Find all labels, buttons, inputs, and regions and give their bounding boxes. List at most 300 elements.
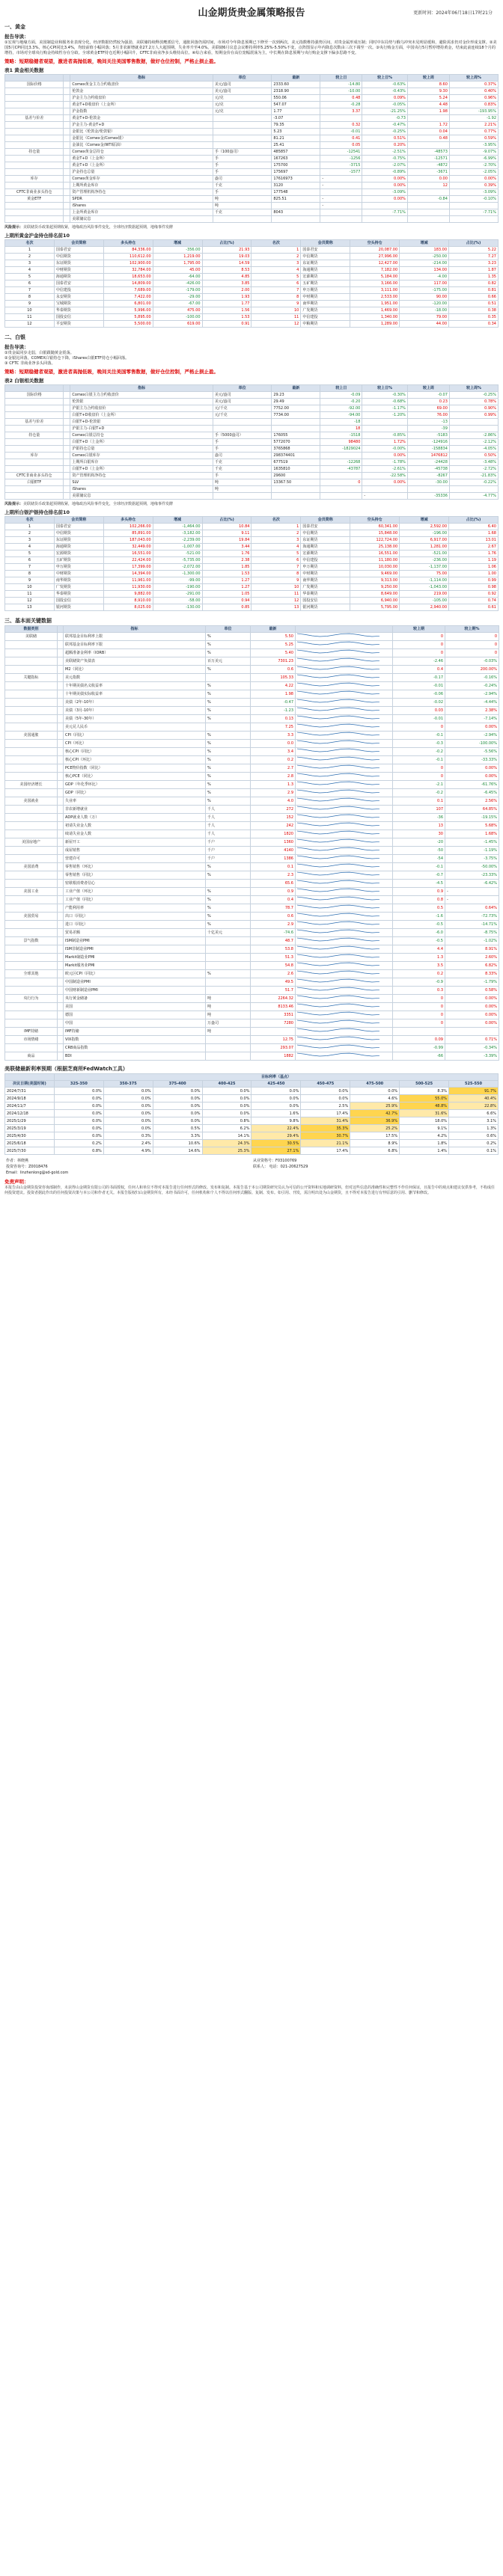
- fedwatch-cell: 2.4%: [103, 1140, 153, 1147]
- macro-cell: 3.3: [251, 732, 296, 740]
- gold-cell: [213, 135, 271, 142]
- gold-rank-cell: 117.00: [400, 280, 449, 287]
- gold-section-title: 一、黄金: [4, 24, 25, 30]
- silver-col-8: 较上周%: [449, 385, 498, 392]
- silver-rank-cell: -236.00: [400, 557, 449, 564]
- silver-cell: 3765868: [272, 446, 320, 453]
- macro-cell: [296, 649, 393, 657]
- macro-cell: [296, 1044, 393, 1052]
- gold-cell: 资产管理机构净持仓: [70, 189, 213, 196]
- gold-cell: 5.23: [272, 129, 320, 135]
- silver-cell: [64, 479, 70, 486]
- silver-cell: -0.85%: [362, 432, 408, 439]
- table-row: [5, 748, 499, 756]
- gold-cell: 金银比（Comex金/Comex银）: [70, 135, 213, 142]
- macro-cell: 央行黄金储备: [64, 995, 206, 1003]
- macro-cell: [296, 633, 393, 641]
- macro-cell: 市场情绪: [5, 1036, 58, 1044]
- macro-cell: [296, 732, 393, 740]
- macro-cell: [5, 896, 58, 904]
- gold-rank-cell: 6,801.00: [103, 301, 153, 307]
- table-row: [5, 280, 499, 287]
- macro-cell: -0.01: [393, 715, 445, 723]
- gold-rank-cell: 0.34: [449, 321, 499, 328]
- gold-rank-cell: 国泰君安: [54, 247, 103, 254]
- table-row: [5, 473, 499, 479]
- gold-cell: [5, 102, 64, 108]
- table-row: [5, 115, 499, 122]
- gold-rank-cell: 10: [252, 307, 301, 314]
- silver-rank-cell: 0.85: [202, 604, 252, 611]
- macro-cell: [58, 682, 64, 690]
- gold-cell: [5, 169, 64, 176]
- gold-cell: 手: [213, 156, 271, 162]
- silver-cell: [272, 493, 320, 500]
- silver-rank-col-3: 增减: [153, 517, 202, 524]
- silver-rank-cell: 1.53: [202, 571, 252, 577]
- table-row: [5, 1117, 499, 1125]
- macro-cell: 中国财新制造业PMI: [64, 987, 206, 995]
- macro-cell: 2.8: [251, 773, 296, 781]
- silver-rank-cell: -521.00: [153, 551, 202, 557]
- fedwatch-cell: 0.0%: [103, 1117, 153, 1125]
- silver-rank-col-6: 会员简称: [301, 517, 350, 524]
- gold-cell: [64, 102, 70, 108]
- macro-cell: 4.4: [393, 945, 445, 954]
- silver-rank-title: 上期所白银沪银持仓排名前10: [4, 509, 70, 515]
- fedwatch-cell: 0.0%: [54, 1103, 103, 1110]
- table-row: [5, 773, 499, 781]
- table-row: [5, 822, 499, 830]
- macro-cell: -19.15%: [445, 814, 499, 822]
- macro-cell: 美国经济增长: [5, 781, 58, 789]
- silver-cell: -45738: [407, 466, 449, 473]
- silver-cell: Comex白银库存: [70, 453, 213, 459]
- gold-cell: 千克: [213, 183, 271, 189]
- gold-cell: [64, 196, 70, 203]
- fed-col-4: 400-425: [202, 1081, 252, 1088]
- macro-cell: 美国: [64, 1003, 206, 1011]
- gold-cell: CFTC非商业多头持仓: [5, 189, 64, 196]
- macro-cell: [296, 847, 393, 855]
- gold-cell: 1.98: [407, 108, 449, 115]
- gold-cell: 0.00%: [362, 196, 408, 203]
- silver-cell: -92.00: [320, 405, 362, 412]
- silver-cell: -1518: [320, 432, 362, 439]
- gold-cell: 3120: [272, 183, 320, 189]
- table-row: [5, 412, 499, 419]
- silver-rank-cell: 11,930.00: [103, 584, 153, 591]
- gold-col-0: [5, 75, 64, 82]
- macro-cell: [58, 888, 64, 896]
- fed-col-1: 325-350: [54, 1081, 103, 1088]
- silver-cell: Comex白银主力合约收盘价: [70, 392, 213, 399]
- macro-cell: [296, 863, 393, 871]
- macro-cell: [5, 1044, 58, 1052]
- macro-cell: -0.03%: [445, 657, 499, 666]
- table-row: [5, 888, 499, 896]
- macro-cell: 1360: [251, 838, 296, 847]
- macro-cell: 美国房地产: [5, 838, 58, 847]
- gold-guide-title: 报告导读：: [4, 34, 29, 40]
- table-row: [5, 962, 499, 970]
- silver-rank-cell: -1,043.00: [400, 584, 449, 591]
- macro-cell: [58, 929, 64, 937]
- silver-cell: -3.48%: [449, 459, 498, 466]
- silver-rank-cell: 广发期货: [301, 584, 350, 591]
- silver-rank-cell: 16,551.00: [103, 551, 153, 557]
- macro-cell: IMF持储: [64, 1028, 206, 1036]
- macro-cell: %: [206, 682, 251, 690]
- macro-cell: 0.4: [251, 896, 296, 904]
- gold-cell: [213, 129, 271, 135]
- gold-cell: Comex黄金库存: [70, 176, 213, 183]
- silver-rank-cell: 1.76: [449, 551, 499, 557]
- gold-cell: -: [320, 203, 362, 209]
- gold-cell: -2.51%: [362, 149, 408, 156]
- silver-rank-cell: -1,007.00: [153, 544, 202, 551]
- gold-cell: [64, 162, 70, 169]
- silver-cell: [272, 419, 320, 426]
- silver-cell: -0.07: [407, 392, 449, 399]
- macro-cell: 营建许可: [64, 855, 206, 863]
- macro-cell: 0.0: [251, 740, 296, 748]
- silver-rank-cell: -291.00: [153, 591, 202, 598]
- table-row: [5, 1103, 499, 1110]
- silver-rank-cell: 1.27: [202, 584, 252, 591]
- gold-rank-col-0: 名次: [5, 240, 55, 247]
- gold-cell: [64, 82, 70, 88]
- macro-cell: [5, 806, 58, 814]
- macro-cell: %: [206, 888, 251, 896]
- gold-cell: 沪金主力-黄金T+D: [70, 122, 213, 129]
- silver-cell: CFTC非商业多头持仓: [5, 473, 64, 479]
- silver-rank-cell: -58.00: [153, 598, 202, 604]
- gold-cell: 0.00%: [362, 183, 408, 189]
- table-row: [5, 459, 499, 466]
- gold-cell: 0.05: [320, 142, 362, 149]
- macro-cell: [5, 921, 58, 929]
- fedwatch-cell: 42.7%: [350, 1110, 400, 1117]
- macro-cell: %: [206, 649, 251, 657]
- macro-cell: 0.6: [251, 666, 296, 674]
- macro-col-5: [296, 626, 393, 633]
- fedwatch-cell: 8.9%: [350, 1140, 400, 1147]
- macro-cell: 百万美元: [206, 657, 251, 666]
- macro-cell: 1882: [251, 1052, 296, 1061]
- silver-guide-title: 报告导读：: [4, 344, 29, 350]
- gold-cell: [320, 216, 362, 223]
- fedwatch-cell: 0.2%: [54, 1140, 103, 1147]
- macro-cell: -0.5: [393, 921, 445, 929]
- table-row: [5, 196, 499, 203]
- macro-cell: [58, 707, 64, 715]
- gold-cell: [407, 209, 449, 216]
- silver-rank-cell: 0.74: [449, 598, 499, 604]
- macro-cell: 3.5: [393, 962, 445, 970]
- fedwatch-cell: 24.3%: [202, 1140, 252, 1147]
- macro-cell: [58, 1019, 64, 1028]
- table-row: [5, 149, 499, 156]
- gold-cell: -12541: [320, 149, 362, 156]
- gold-cell: [64, 183, 70, 189]
- silver-cell: -8267: [407, 473, 449, 479]
- table-row: [5, 1140, 499, 1147]
- table-row: [5, 183, 499, 189]
- table-row: [5, 954, 499, 962]
- macro-cell: 美国工业: [5, 888, 58, 896]
- fedwatch-cell: 0.0%: [202, 1103, 252, 1110]
- silver-strategy: 策略：短期稳健者观望，激进者高抛低吸，晚间关注美国零售数据，做好仓位控制，严格止损止盈。: [4, 369, 219, 375]
- silver-rank-cell: 15,848.00: [350, 530, 400, 537]
- macro-cell: 0.9: [251, 888, 296, 896]
- table-row: [5, 1095, 499, 1103]
- macro-cell: 央行行为: [5, 995, 58, 1003]
- gold-cell: 库存: [5, 176, 64, 183]
- macro-cell: 千人: [206, 830, 251, 838]
- macro-cell: 十年期美债名义收益率: [64, 682, 206, 690]
- silver-cell: [272, 426, 320, 432]
- fedwatch-cell: 25.2%: [350, 1125, 400, 1132]
- macro-cell: 0: [393, 641, 445, 649]
- silver-rank-col-8: 增减: [400, 517, 449, 524]
- macro-cell: [58, 913, 64, 921]
- table-row: [5, 216, 499, 223]
- macro-cell: 2.7: [251, 764, 296, 773]
- macro-cell: [5, 682, 58, 690]
- gold-cell: 175697: [272, 169, 320, 176]
- gold-rank-cell: 中信期货: [301, 254, 350, 260]
- macro-cell: 万盎司: [206, 1019, 251, 1028]
- gold-rank-cell: 3.23: [449, 260, 499, 267]
- gold-rank-cell: 国泰君安: [54, 280, 103, 287]
- macro-cell: [5, 756, 58, 764]
- gold-cell: [213, 122, 271, 129]
- gold-rank-cell: 102,900.00: [103, 260, 153, 267]
- macro-cell: 0: [393, 1019, 445, 1028]
- gold-rank-cell: 1.56: [202, 307, 252, 314]
- update-time: 更新时间：2024年06月18日17时21分: [413, 10, 493, 16]
- gold-cell: [407, 216, 449, 223]
- macro-cell: 64.85%: [445, 806, 499, 814]
- table-row: [5, 756, 499, 764]
- sparkline-icon: [297, 904, 387, 910]
- macro-cell: 4.22: [251, 682, 296, 690]
- gold-cell: 0.09%: [362, 95, 408, 102]
- silver-cell: -2.86%: [449, 432, 498, 439]
- macro-cell: 152: [251, 814, 296, 822]
- macro-cell: %: [206, 970, 251, 978]
- gold-cell: 盎司: [213, 176, 271, 183]
- gold-rank-cell: -214.00: [400, 260, 449, 267]
- macro-col-0: 数据类别: [5, 626, 58, 633]
- macro-cell: -0.5: [393, 937, 445, 945]
- macro-cell: [58, 921, 64, 929]
- gold-cell: 1.72: [407, 122, 449, 129]
- macro-col-7: 较上期%: [445, 626, 499, 633]
- silver-rank-cell: 2.38: [202, 557, 252, 564]
- gold-cell: -3671: [407, 169, 449, 176]
- macro-cell: 工业产值（环比）: [64, 888, 206, 896]
- silver-cell: -1829024: [320, 446, 362, 453]
- macro-cell: 吨: [206, 1028, 251, 1036]
- gold-cell: -193.95%: [449, 108, 498, 115]
- gold-cell: [5, 162, 64, 169]
- macro-cell: [58, 756, 64, 764]
- gold-rank-cell: 华泰期货: [54, 307, 103, 314]
- silver-rank-cell: 8: [252, 571, 301, 577]
- silver-col-2: 指标: [70, 385, 213, 392]
- silver-rank-col-2: 多头持仓: [103, 517, 153, 524]
- silver-rank-cell: 8,025.00: [103, 604, 153, 611]
- gold-cell: -1256: [320, 156, 362, 162]
- silver-rank-cell: 9,313.00: [350, 577, 400, 584]
- macro-cell: [5, 740, 58, 748]
- gold-cell: [64, 108, 70, 115]
- sparkline-icon: [297, 896, 387, 901]
- macro-cell: 54.8: [251, 962, 296, 970]
- gold-rank-cell: 1,469.00: [350, 307, 400, 314]
- gold-cell: [64, 122, 70, 129]
- table-row: [5, 740, 499, 748]
- silver-cell: 白银T+D-伦敦银: [70, 419, 213, 426]
- macro-cell: 3351: [251, 1011, 296, 1019]
- silver-cell: [64, 439, 70, 446]
- silver-guide-text-3: ③ CFTC 非商业净多头回落。: [4, 361, 55, 366]
- table-row: [5, 904, 499, 913]
- macro-cell: 1.98: [251, 690, 296, 699]
- gold-cell: [64, 135, 70, 142]
- macro-cell: -7.14%: [445, 715, 499, 723]
- gold-rank-title: 上期所黄金沪金持仓排名前10: [4, 233, 70, 239]
- gold-rank-cell: 7.27: [449, 254, 499, 260]
- sparkline-icon: [297, 863, 387, 868]
- gold-cell: 黄金ETF: [5, 196, 64, 203]
- gold-cell: 177548: [272, 189, 320, 196]
- gold-rank-cell: 7,182.00: [350, 267, 400, 274]
- fedwatch-cell: 0.0%: [103, 1103, 153, 1110]
- gold-cell: -0.89%: [362, 169, 408, 176]
- gold-rank-cell: 中财期货: [54, 267, 103, 274]
- gold-rank-cell: 1.77: [202, 301, 252, 307]
- macro-cell: 8133.46: [251, 1003, 296, 1011]
- macro-cell: 0: [393, 995, 445, 1003]
- silver-rank-cell: 32,449.00: [103, 544, 153, 551]
- table-row: [5, 108, 499, 115]
- silver-cell: [64, 405, 70, 412]
- silver-rank-cell: 60,341.00: [350, 524, 400, 530]
- fedwatch-cell: 30.5%: [252, 1140, 301, 1147]
- table-row: [5, 995, 499, 1003]
- table-row: [5, 978, 499, 987]
- gold-cell: 持仓量: [5, 149, 64, 156]
- table-row: [5, 537, 499, 544]
- gold-cell: 0.59%: [449, 135, 498, 142]
- gold-rank-cell: 14.59: [202, 260, 252, 267]
- macro-cell: 3.4: [251, 748, 296, 756]
- macro-cell: [296, 962, 393, 970]
- fedwatch-cell: 18.0%: [400, 1117, 449, 1125]
- macro-cell: 1.3: [393, 954, 445, 962]
- gold-risk-label: 风险提示：: [4, 225, 24, 230]
- gold-rank-col-5: 名次: [252, 240, 301, 247]
- fedwatch-cell: 2025/3/19: [5, 1125, 55, 1132]
- gold-cell: [64, 149, 70, 156]
- gold-rank-cell: 南华期货: [301, 301, 350, 307]
- table-row: [5, 604, 499, 611]
- fedwatch-cell: 2025/1/29: [5, 1117, 55, 1125]
- macro-cell: -0.34%: [445, 1044, 499, 1052]
- report-header: [4, 0, 499, 20]
- gold-rank-cell: 1.87: [449, 267, 499, 274]
- macro-cell: 欧元区CPI（同比）: [64, 970, 206, 978]
- fed-col-6: 450-475: [301, 1081, 350, 1088]
- fedwatch-cell: 22.4%: [252, 1125, 301, 1132]
- macro-cell: [445, 1028, 499, 1036]
- silver-rank-col-9: 占比(%): [449, 517, 499, 524]
- macro-cell: [58, 789, 64, 797]
- silver-cell: 手: [213, 473, 271, 479]
- gold-rank-cell: 11: [252, 314, 301, 321]
- gold-cell: 元/克: [213, 108, 271, 115]
- gold-rank-cell: 5,500.00: [103, 321, 153, 328]
- sparkline-icon: [297, 838, 387, 844]
- gold-rank-cell: 9: [252, 301, 301, 307]
- macro-cell: [296, 995, 393, 1003]
- silver-rank-cell: 8,910.00: [103, 598, 153, 604]
- macro-cell: [58, 1036, 64, 1044]
- macro-cell: [393, 1028, 445, 1036]
- gold-rank-cell: 1,289.00: [350, 321, 400, 328]
- sparkline-icon: [297, 871, 387, 877]
- silver-cell: 千克: [213, 466, 271, 473]
- gold-cell: Comex黄金总持仓: [70, 149, 213, 156]
- table-row: [5, 1147, 499, 1155]
- fedwatch-cell: 0.0%: [54, 1125, 103, 1132]
- macro-cell: %: [206, 740, 251, 748]
- table-row: [5, 1036, 499, 1044]
- gold-rank-cell: 5,895.00: [103, 314, 153, 321]
- sparkline-icon: [297, 855, 387, 860]
- silver-cell: [272, 486, 320, 493]
- silver-rank-cell: 1: [252, 524, 301, 530]
- gold-rank-cell: 12: [5, 321, 55, 328]
- sparkline-icon: [297, 954, 387, 959]
- macro-cell: [296, 756, 393, 764]
- gold-rank-cell: 3: [252, 260, 301, 267]
- macro-cell: %: [206, 904, 251, 913]
- macro-cell: -0.7: [393, 871, 445, 880]
- gold-cell: -21.25%: [362, 108, 408, 115]
- macro-cell: [296, 1028, 393, 1036]
- fed-col-8: 500-525: [400, 1081, 449, 1088]
- silver-col-5: 较上日: [320, 385, 362, 392]
- sparkline-icon: [297, 806, 387, 811]
- silver-cell: -124916: [407, 439, 449, 446]
- macro-cell: Markit制造业PMI: [64, 954, 206, 962]
- macro-cell: 2.60%: [445, 954, 499, 962]
- macro-cell: [296, 954, 393, 962]
- table-row: [5, 682, 499, 690]
- silver-rank-cell: 8: [5, 571, 55, 577]
- gold-cell: 0.48: [320, 95, 362, 102]
- macro-cell: 1.68%: [445, 830, 499, 838]
- macro-cell: 272: [251, 806, 296, 814]
- silver-cell: [64, 466, 70, 473]
- fedwatch-cell: 55.0%: [400, 1095, 449, 1103]
- macro-cell: -0.2: [393, 748, 445, 756]
- gold-rank-cell: 84,336.00: [103, 247, 153, 254]
